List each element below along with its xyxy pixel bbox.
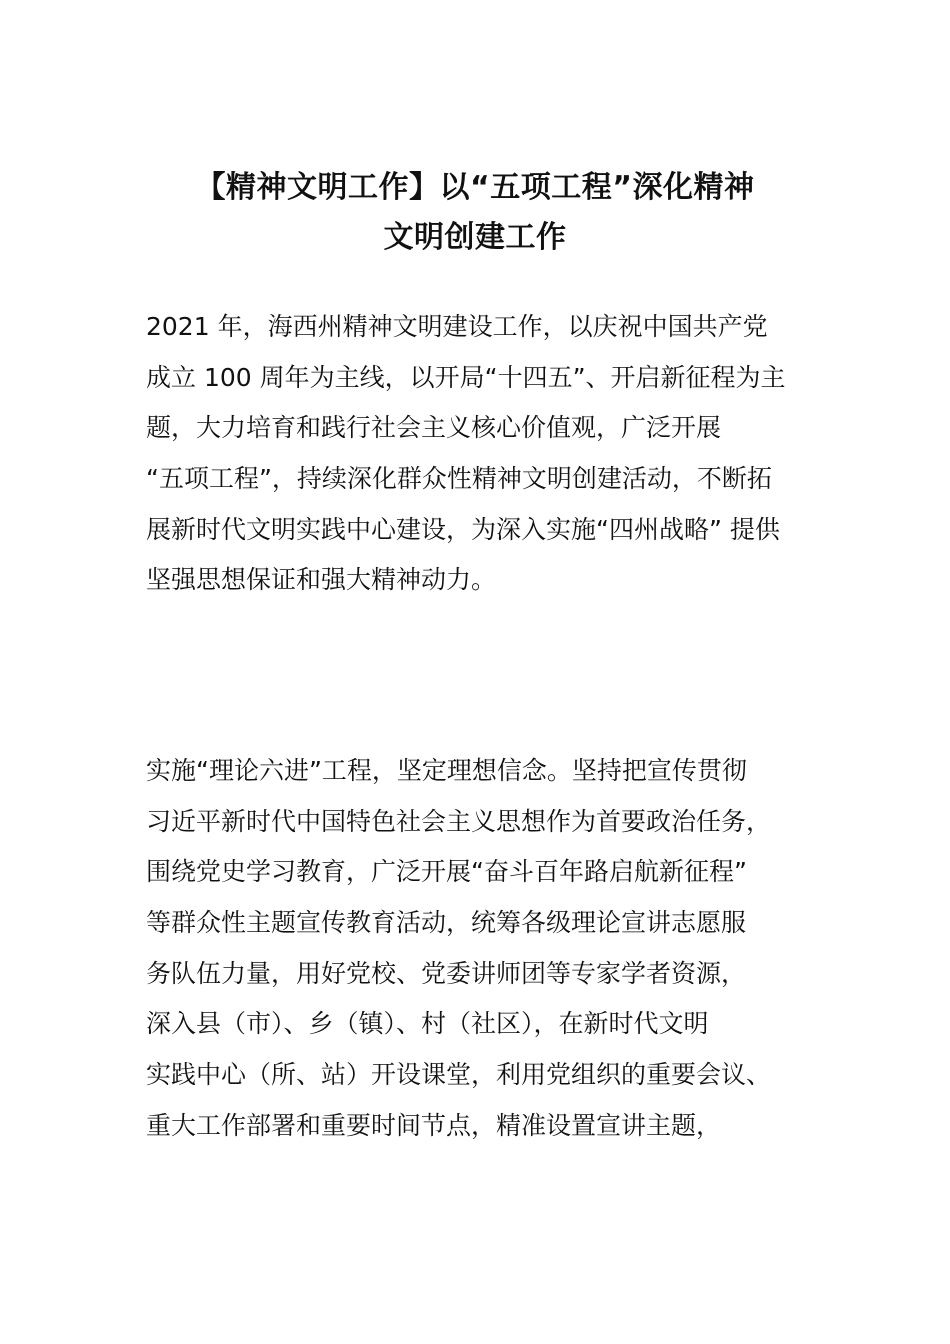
paragraph-line: 深入县（市）、乡（镇）、村（社区），在新时代文明	[146, 1009, 709, 1039]
paragraph-line: 成立 100 周年为主线，以开局“十四五”、开启新征程为主	[146, 362, 786, 392]
document-title-line-2: 文明创建工作	[383, 220, 567, 255]
paragraph-line: 实施“理论六进”工程，坚定理想信念。坚持把宣传贯彻	[146, 756, 747, 785]
paragraph-line: 围绕党史学习教育，广泛开展“奋斗百年路启航新征程”	[146, 857, 747, 887]
paragraph-line: 习近平新时代中国特色社会主义思想作为首要政治任务，	[146, 806, 772, 836]
paragraph-line: 2021 年，海西州精神文明建设工作，以庆祝中国共产党	[146, 312, 768, 341]
paragraph-line: 实践中心（所、站）开设课堂，利用党组织的重要会议、	[146, 1060, 772, 1090]
paragraph-theory	[146, 746, 846, 1152]
document-title-line-1: 【精神文明工作】以“五项工程”深化精神	[195, 170, 755, 205]
paragraph-line: 重大工作部署和重要时间节点，精准设置宣讲主题，	[146, 1110, 722, 1140]
paragraph-line: 务队伍力量，用好党校、党委讲师团等专家学者资源，	[146, 958, 747, 988]
paragraph-line: “五项工程”，持续深化群众性精神文明创建活动，不断拓	[146, 464, 772, 494]
paragraph-line: 题，大力培育和践行社会主义核心价值观，广泛开展	[146, 413, 722, 443]
paragraph-line: 等群众性主题宣传教育活动，统筹各级理论宣讲志愿服	[146, 908, 747, 938]
paragraph-line: 展新时代文明实践中心建设，为深入实施“四州战略” 提供	[146, 514, 780, 544]
paragraph-line: 坚强思想保证和强大精神动力。	[146, 565, 497, 595]
paragraph-intro	[146, 302, 846, 606]
